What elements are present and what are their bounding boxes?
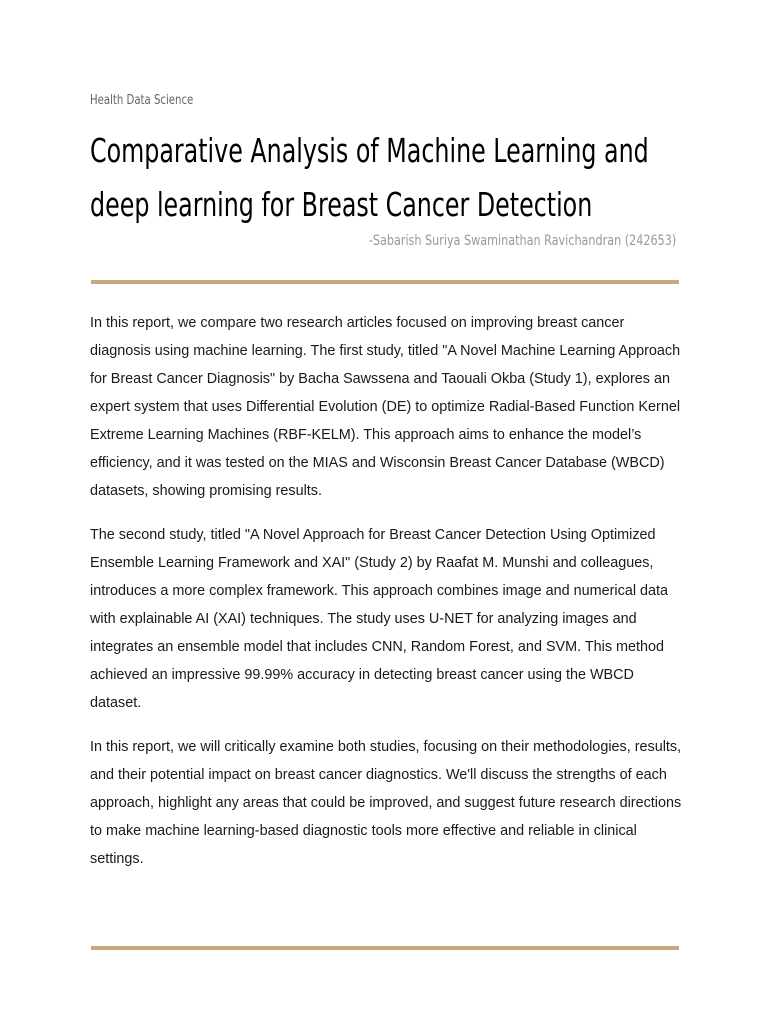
paragraph-study-1: In this report, we compare two research articles focused on improving breast cancer diagnosis using machine learning. The first study, titled "A Novel Machine Learning Approach for Breast Cancer Diagnosis" by Bacha Sawssena and Taouali Okba (Study 1), explores an expert system that uses Differential Evolution (DE) to optimize Radial-Based Function Kernel Extreme Learning Machines (RBF-KELM). This approach aims to enhance the model’s efficiency, and it was tested on the MIAS and Wisconsin Breast Cancer Database (WBCD) datasets, showing promising results. <box>90 315 681 499</box>
bottom-divider <box>91 946 679 950</box>
document-title: Comparative Analysis of Machine Learning and deep learning for Breast Cancer Detection <box>90 131 649 224</box>
top-divider <box>91 280 679 284</box>
body-text <box>90 309 682 889</box>
paragraph-report-scope: In this report, we will critically examine both studies, focusing on their methodologies, results, and their potential impact on breast cancer diagnostics. We'll discuss the strengths of each approach, highlight any areas that could be improved, and suggest future research directions to make machine learning-based diagnostic tools more effective and reliable in clinical settings. <box>90 739 682 867</box>
author-byline: -Sabarish Suriya Swaminathan Ravichandran (242653) <box>368 233 676 249</box>
paragraph-study-2: The second study, titled "A Novel Approach for Breast Cancer Detection Using Optimized Ensemble Learning Framework and XAI" (Study 2) by Raafat M. Munshi and colleagues, introduces a more complex framework. This approach combines image and numerical data with explainable AI (XAI) techniques. The study uses U-NET for analyzing images and integrates an ensemble model that includes CNN, Random Forest, and SVM. This method achieved an impressive 99.99% accuracy in detecting breast cancer using the WBCD dataset. <box>90 527 669 711</box>
category-label: Health Data Science <box>90 93 194 108</box>
